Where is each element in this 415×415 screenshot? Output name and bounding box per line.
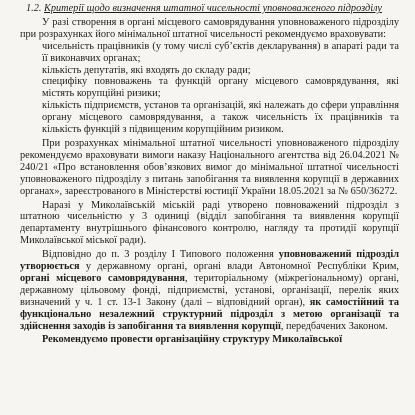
paragraph-calculation-requirements: При розрахунках мінімальної штатної чисельності уповноваженого підрозділу рекомендуємо враховувати вимоги наказу Національного агентства від 26.04.2021 № 240/21 «Про встановлення обов’язкових вимог до мінімальної штатної чисельності уповноваженого підрозділу з питань запобігання та виявлення корупції в державних органах», зареєстрованого в Міністерстві юстиції України 18.05.2021 за № 650/36272. [20,137,399,197]
paragraph-intro: У разі створення в органі місцевого самоврядування уповноваженого підрозділу при розрахунках його мінімальної штатної чисельності рекомендуємо враховувати: [20,16,399,40]
section-heading [20,3,399,15]
text-run: , передбачених Законом. [280,320,388,332]
text-run: Відповідно до п. 3 розділу І Типового положення [42,249,279,261]
list-item-employees: чисельність працівників (у тому числі суб’єктів декларування) в апараті ради та її виконавчих органах; [42,40,399,64]
bold-run: уповноважений підрозділ утворюється [20,249,399,273]
bold-run: як самостійний та функціонально незалежний структурний підрозділ з метою організації та здійснення заходів із запобігання та виявлення корупції [20,296,399,332]
paragraph-typical-regulation [20,249,399,332]
text-run: , територіальному (міжрегіональному) органі, державному цільовому фонді, підприємстві, установі, організації, перелік яких визначений у ч. 1 ст. 13-1 Закону (далі – відповідний орган), [20,272,400,308]
bold-run: органі місцевого самоврядування [20,272,186,284]
bold-run: Рекомендуємо провести організаційну структуру Миколаївської [42,334,343,346]
section-title: Критерії щодо визначення штатної чисельності уповноваженого підрозділу [44,3,382,14]
list-item-deputies: кількість депутатів, які входять до складу ради; [42,64,251,76]
paragraph-mykolaiv-council: Наразі у Миколаївській міській раді утворено повноважений підрозділ з штатною чисельністю у 3 одиниці (відділ запобігання та виявлення корупції департаменту внутрішнього фінансового контролю, нагляду та протидії корупції Миколаївської міської ради). [20,199,399,247]
section-number: 1.2. [26,3,42,14]
paragraph-recommendation [20,334,399,346]
list-item-enterprises: кількість підприємств, установ та організацій, які належать до сфери управління органу місцевого самоврядування, а також чисельність їх працівників та кількість функцій з підвищеним корупційним ризиком. [42,100,399,136]
list-item-specifics: специфіку повноважень та функцій органу місцевого самоврядування, які містять корупційні ризики; [42,76,399,100]
text-run: у державному органі, органі влади Автономної Республіки Крим, [79,261,399,273]
